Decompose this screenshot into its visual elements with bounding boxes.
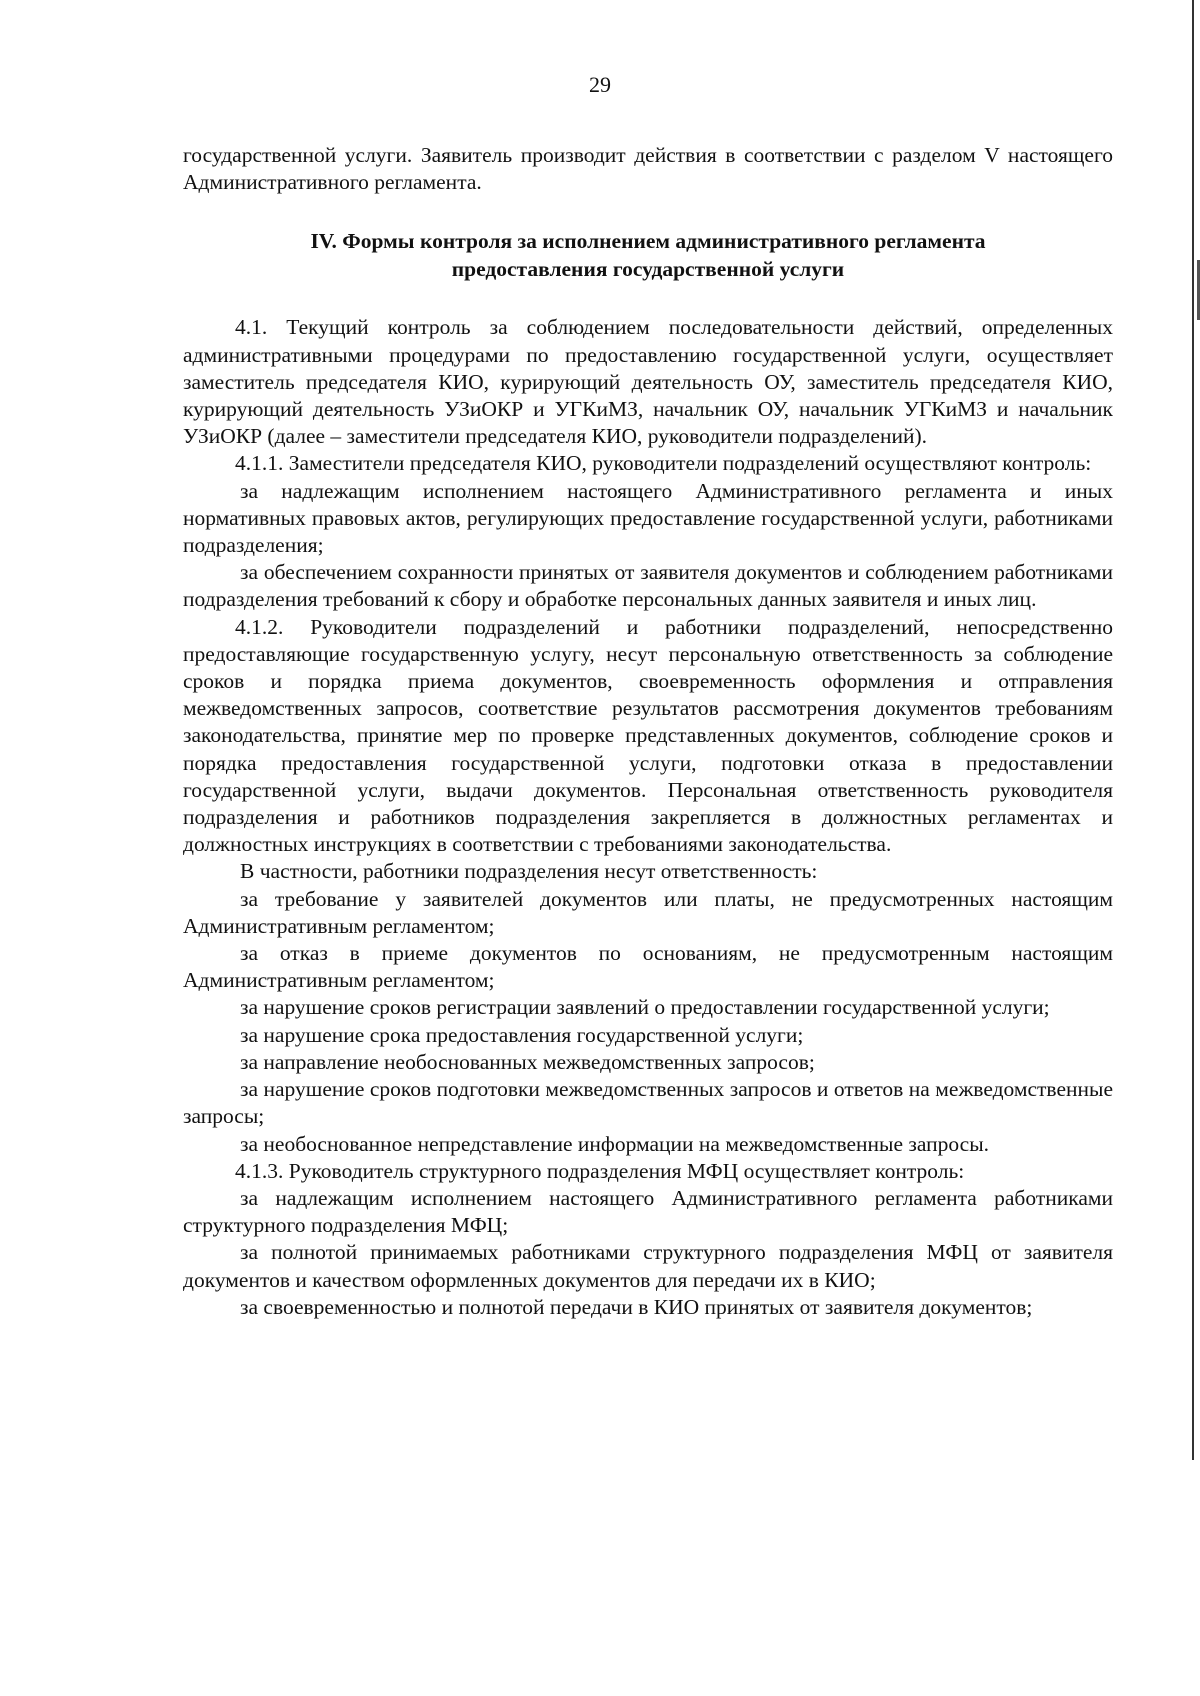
paragraph-4-1-2: 4.1.2. Руководители подразделений и работники подразделений, непосредственно предоставляющие государственную услугу, несут персональную ответственность за соблюдение сроков и порядка приема документов, своевременность оформления и отправления межведомственных запросов, соответствие результатов рассмотрения документов требованиям законодательства, принятие мер по проверке представленных документов, соблюдение сроков и порядка предоставления государственной услуги, подготовки отказа в предоставлении государственной услуги, выдачи документов. Персональная ответственность руководителя подразделения и работников подразделения закрепляется в должностных регламентах и должностных инструкциях в соответствии с требованиями законодательства. bbox=[183, 614, 1113, 857]
paragraph-4-1: 4.1. Текущий контроль за соблюдением последовательности действий, определенных административными процедурами по предоставлению государственной услуги, осуществляет заместитель председателя КИО, курирующий деятельность ОУ, заместитель председателя КИО, курирующий деятельность УЗиОКР и УГКиМЗ, начальник ОУ, начальник УГКиМЗ и начальник УЗиОКР (далее – заместители председателя КИО, руководители подразделений). bbox=[183, 315, 1113, 449]
list-item: за своевременностью и полнотой передачи в КИО принятых от заявителя документов; bbox=[240, 1294, 1033, 1319]
scan-edge-line bbox=[1192, 0, 1194, 1460]
page-number: 29 bbox=[589, 72, 611, 97]
list-item: за обеспечением сохранности принятых от заявителя документов и соблюдением работниками подразделения требований к сбору и обработке персональных данных заявителя и иных лиц. bbox=[183, 560, 1113, 612]
paragraph-responsibility-intro: В частности, работники подразделения несут ответственность: bbox=[240, 859, 818, 884]
list-item: за отказ в приеме документов по основаниям, не предусмотренным настоящим Административным регламентом; bbox=[183, 941, 1113, 993]
list-item: за направление необоснованных межведомственных запросов; bbox=[240, 1049, 815, 1074]
list-item: за нарушение срока предоставления государственной услуги; bbox=[240, 1022, 804, 1047]
list-item: за надлежащим исполнением настоящего Административного регламента и иных нормативных правовых актов, регулирующих предоставление государственной услуги, работниками подразделения; bbox=[183, 478, 1113, 558]
list-item: за полнотой принимаемых работниками структурного подразделения МФЦ от заявителя документов и качеством оформленных документов для передачи их в КИО; bbox=[183, 1240, 1113, 1292]
section-heading bbox=[183, 227, 1113, 283]
list-item: за нарушение сроков регистрации заявлений о предоставлении государственной услуги; bbox=[240, 995, 1050, 1020]
document-body bbox=[183, 142, 1113, 1321]
list-item: за необоснованное непредставление информации на межведомственные запросы. bbox=[240, 1131, 990, 1156]
intro-paragraph: государственной услуги. Заявитель производит действия в соответствии с разделом V настоящего Административного регламента. bbox=[183, 143, 1113, 195]
list-item: за нарушение сроков подготовки межведомственных запросов и ответов на межведомственные запросы; bbox=[183, 1077, 1113, 1129]
list-item: за надлежащим исполнением настоящего Административного регламента работниками структурного подразделения МФЦ; bbox=[183, 1185, 1113, 1238]
section-heading-line1: IV. Формы контроля за исполнением административного регламента bbox=[310, 229, 986, 254]
paragraph-4-1-1: 4.1.1. Заместители председателя КИО, руководители подразделений осуществляют контроль: bbox=[235, 451, 1092, 476]
section-heading-line2: предоставления государственной услуги bbox=[451, 257, 845, 282]
paragraph-4-1-3: 4.1.3. Руководитель структурного подразделения МФЦ осуществляет контроль: bbox=[235, 1158, 965, 1183]
list-item: за требование у заявителей документов или платы, не предусмотренных настоящим Административным регламентом; bbox=[183, 886, 1113, 938]
